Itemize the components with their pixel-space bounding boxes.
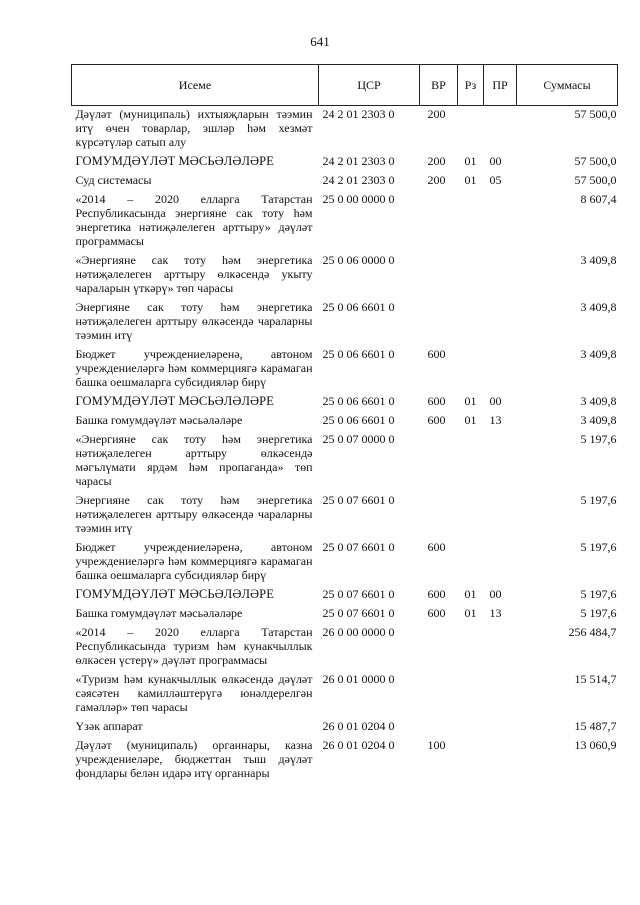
cell-name: «2014 – 2020 елларга Татарстан Республикасында туризм һәм кунакчыллык өлкәсен үстерү» дәүләт программасы: [75, 625, 313, 667]
cell-name: Бюджет учреждениеләренә, автоном учреждениеләргә һәм коммерциягә карамаган башка оешмаларга субсидияләр бирү: [75, 540, 313, 582]
cell-rz: [458, 492, 484, 539]
cell-rz: [458, 299, 484, 346]
table-row: [72, 539, 618, 586]
cell-pr: 00: [489, 587, 502, 601]
cell-name: «Энергияне сак тоту һәм энергетика нәтиҗәлелеген арттыру өлкәсендә укыту чараларын үткәрү» төп чарасы: [75, 253, 313, 295]
cell-vr: [420, 624, 458, 671]
table-row: [72, 492, 618, 539]
cell-rz: [458, 539, 484, 586]
cell-sum: 8 607,4: [580, 192, 617, 206]
cell-vr: [420, 492, 458, 539]
cell-rz: 01: [464, 606, 477, 620]
cell-name: Башка гомумдәүләт мәсьәләләре: [75, 606, 243, 620]
cell-name: «Энергияне сак тоту һәм энергетика нәтиҗәлелеген арттыру өлкәсендә мәгълүмати ярдәм һәм пропаганда» төп чарасы: [75, 432, 313, 488]
header-sum: Суммасы: [517, 65, 618, 106]
cell-sum: 3 409,8: [580, 300, 617, 314]
cell-vr: [420, 718, 458, 737]
cell-pr: [484, 191, 517, 252]
cell-vr: [420, 191, 458, 252]
cell-name: Дәүләт (муниципаль) органнары, казна учреждениеләре, бюджеттан тыш дәүләт фондлары белән идарә итү органнары: [75, 738, 313, 780]
table-row: [72, 252, 618, 299]
header-csr: ЦСР: [319, 65, 420, 106]
cell-pr: [484, 346, 517, 393]
cell-sum: 5 197,6: [580, 493, 617, 507]
cell-rz: [458, 106, 484, 154]
cell-csr: 25 0 00 0000 0: [322, 192, 395, 206]
cell-vr: 600: [427, 413, 446, 427]
cell-pr: [484, 718, 517, 737]
cell-pr: [484, 252, 517, 299]
cell-name: «2014 – 2020 елларга Татарстан Республикасында энергияне сак тоту һәм энергетика нәтиҗәлелеген арттыру» дәүләт программасы: [75, 192, 313, 248]
cell-vr: 600: [427, 587, 446, 601]
cell-rz: 01: [464, 587, 477, 601]
cell-pr: 13: [489, 606, 502, 620]
table-header-row: [72, 65, 618, 106]
cell-pr: 13: [489, 413, 502, 427]
cell-name: ГОМУМДӘҮЛӘТ МӘСЬӘЛӘЛӘРЕ: [75, 154, 274, 168]
cell-vr: [420, 431, 458, 492]
cell-vr: 600: [427, 540, 446, 554]
cell-name: Бюджет учреждениеләренә, автоном учреждениеләргә һәм коммерциягә карамаган башка оешмаларга субсидияләр бирү: [75, 347, 313, 389]
cell-name: «Туризм һәм кунакчыллык өлкәсендә дәүләт сәясәтен камилләштерүгә юнәлдерелгән гамәлләр» төп чарасы: [75, 672, 313, 714]
cell-pr: 05: [489, 173, 502, 187]
cell-pr: 00: [489, 154, 502, 168]
cell-name: Суд системасы: [75, 173, 152, 187]
cell-pr: 00: [489, 394, 502, 408]
cell-rz: [458, 671, 484, 718]
cell-name: Энергияне сак тоту һәм энергетика нәтиҗәлелеген арттыру өлкәсендә чараларны тәэмин итү: [75, 493, 313, 535]
cell-csr: 26 0 01 0000 0: [322, 672, 395, 686]
cell-pr: [484, 431, 517, 492]
table-row: [72, 431, 618, 492]
table-row: [72, 299, 618, 346]
cell-csr: 25 0 07 6601 0: [322, 493, 395, 507]
cell-vr: 600: [427, 394, 446, 408]
cell-rz: [458, 431, 484, 492]
cell-rz: [458, 252, 484, 299]
cell-csr: 25 0 06 0000 0: [322, 253, 395, 267]
cell-name: Дәүләт (муниципаль) ихтыяҗларын тәэмин итү өчен товарлар, эшләр һәм хезмәт күрсәтүләр сатып алу: [75, 107, 313, 149]
header-name: Исеме: [72, 65, 319, 106]
cell-rz: 01: [464, 394, 477, 408]
table-row: [72, 153, 618, 172]
cell-csr: 26 0 01 0204 0: [322, 719, 395, 733]
cell-rz: [458, 624, 484, 671]
cell-name: Башка гомумдәүләт мәсьәләләре: [75, 413, 243, 427]
cell-sum: 57 500,0: [574, 154, 617, 168]
cell-sum: 15 514,7: [574, 672, 617, 686]
cell-sum: 5 197,6: [580, 540, 617, 554]
header-vr: ВР: [420, 65, 458, 106]
cell-vr: 200: [427, 154, 446, 168]
cell-csr: 25 0 07 6601 0: [322, 540, 395, 554]
cell-csr: 25 0 07 6601 0: [322, 587, 395, 601]
cell-rz: [458, 718, 484, 737]
cell-sum: 5 197,6: [580, 587, 617, 601]
cell-sum: 3 409,8: [580, 413, 617, 427]
cell-csr: 25 0 06 6601 0: [322, 347, 395, 361]
cell-pr: [484, 671, 517, 718]
cell-name: ГОМУМДӘҮЛӘТ МӘСЬӘЛӘЛӘРЕ: [75, 394, 274, 408]
cell-rz: 01: [464, 413, 477, 427]
cell-sum: 15 487,7: [574, 719, 617, 733]
table-row: [72, 718, 618, 737]
cell-vr: [420, 671, 458, 718]
cell-vr: 100: [427, 738, 446, 752]
cell-csr: 25 0 06 6601 0: [322, 394, 395, 408]
table-row: [72, 346, 618, 393]
cell-vr: [420, 252, 458, 299]
table-row: [72, 106, 618, 154]
cell-sum: 3 409,8: [580, 347, 617, 361]
cell-sum: 5 197,6: [580, 606, 617, 620]
cell-pr: [484, 492, 517, 539]
cell-rz: [458, 191, 484, 252]
cell-pr: [484, 299, 517, 346]
table-row: [72, 586, 618, 605]
cell-sum: 3 409,8: [580, 253, 617, 267]
budget-table: [71, 64, 618, 784]
table-row: [72, 191, 618, 252]
cell-vr: 600: [427, 347, 446, 361]
cell-pr: [484, 737, 517, 784]
cell-csr: 25 0 06 6601 0: [322, 413, 395, 427]
cell-sum: 5 197,6: [580, 432, 617, 446]
table-row: [72, 624, 618, 671]
cell-name: Энергияне сак тоту һәм энергетика нәтиҗәлелеген арттыру өлкәсендә чараларны тәэмин итү: [75, 300, 313, 342]
cell-csr: 24 2 01 2303 0: [322, 154, 395, 168]
header-rz: Рз: [458, 65, 484, 106]
cell-csr: 26 0 00 0000 0: [322, 625, 395, 639]
table-row: [72, 605, 618, 624]
cell-csr: 26 0 01 0204 0: [322, 738, 395, 752]
table-row: [72, 393, 618, 412]
table-body: [72, 106, 618, 785]
cell-csr: 25 0 06 6601 0: [322, 300, 395, 314]
cell-rz: [458, 346, 484, 393]
cell-rz: 01: [464, 154, 477, 168]
cell-sum: 256 484,7: [568, 625, 617, 639]
table-row: [72, 737, 618, 784]
cell-sum: 13 060,9: [574, 738, 617, 752]
cell-rz: [458, 737, 484, 784]
cell-csr: 25 0 07 0000 0: [322, 432, 395, 446]
cell-pr: [484, 539, 517, 586]
cell-sum: 57 500,0: [574, 107, 617, 121]
cell-pr: [484, 106, 517, 154]
header-pr: ПР: [484, 65, 517, 106]
cell-sum: 3 409,8: [580, 394, 617, 408]
cell-name: ГОМУМДӘҮЛӘТ МӘСЬӘЛӘЛӘРЕ: [75, 587, 274, 601]
cell-csr: 24 2 01 2303 0: [322, 173, 395, 187]
table-row: [72, 671, 618, 718]
cell-vr: 200: [427, 173, 446, 187]
cell-vr: [420, 299, 458, 346]
cell-pr: [484, 624, 517, 671]
table-row: [72, 412, 618, 431]
cell-csr: 25 0 07 6601 0: [322, 606, 395, 620]
cell-rz: 01: [464, 173, 477, 187]
cell-sum: 57 500,0: [574, 173, 617, 187]
cell-csr: 24 2 01 2303 0: [322, 107, 395, 121]
cell-vr: 200: [427, 107, 446, 121]
page-number: 641: [310, 34, 330, 49]
table-row: [72, 172, 618, 191]
cell-name: Үзәк аппарат: [75, 719, 143, 733]
cell-vr: 600: [427, 606, 446, 620]
